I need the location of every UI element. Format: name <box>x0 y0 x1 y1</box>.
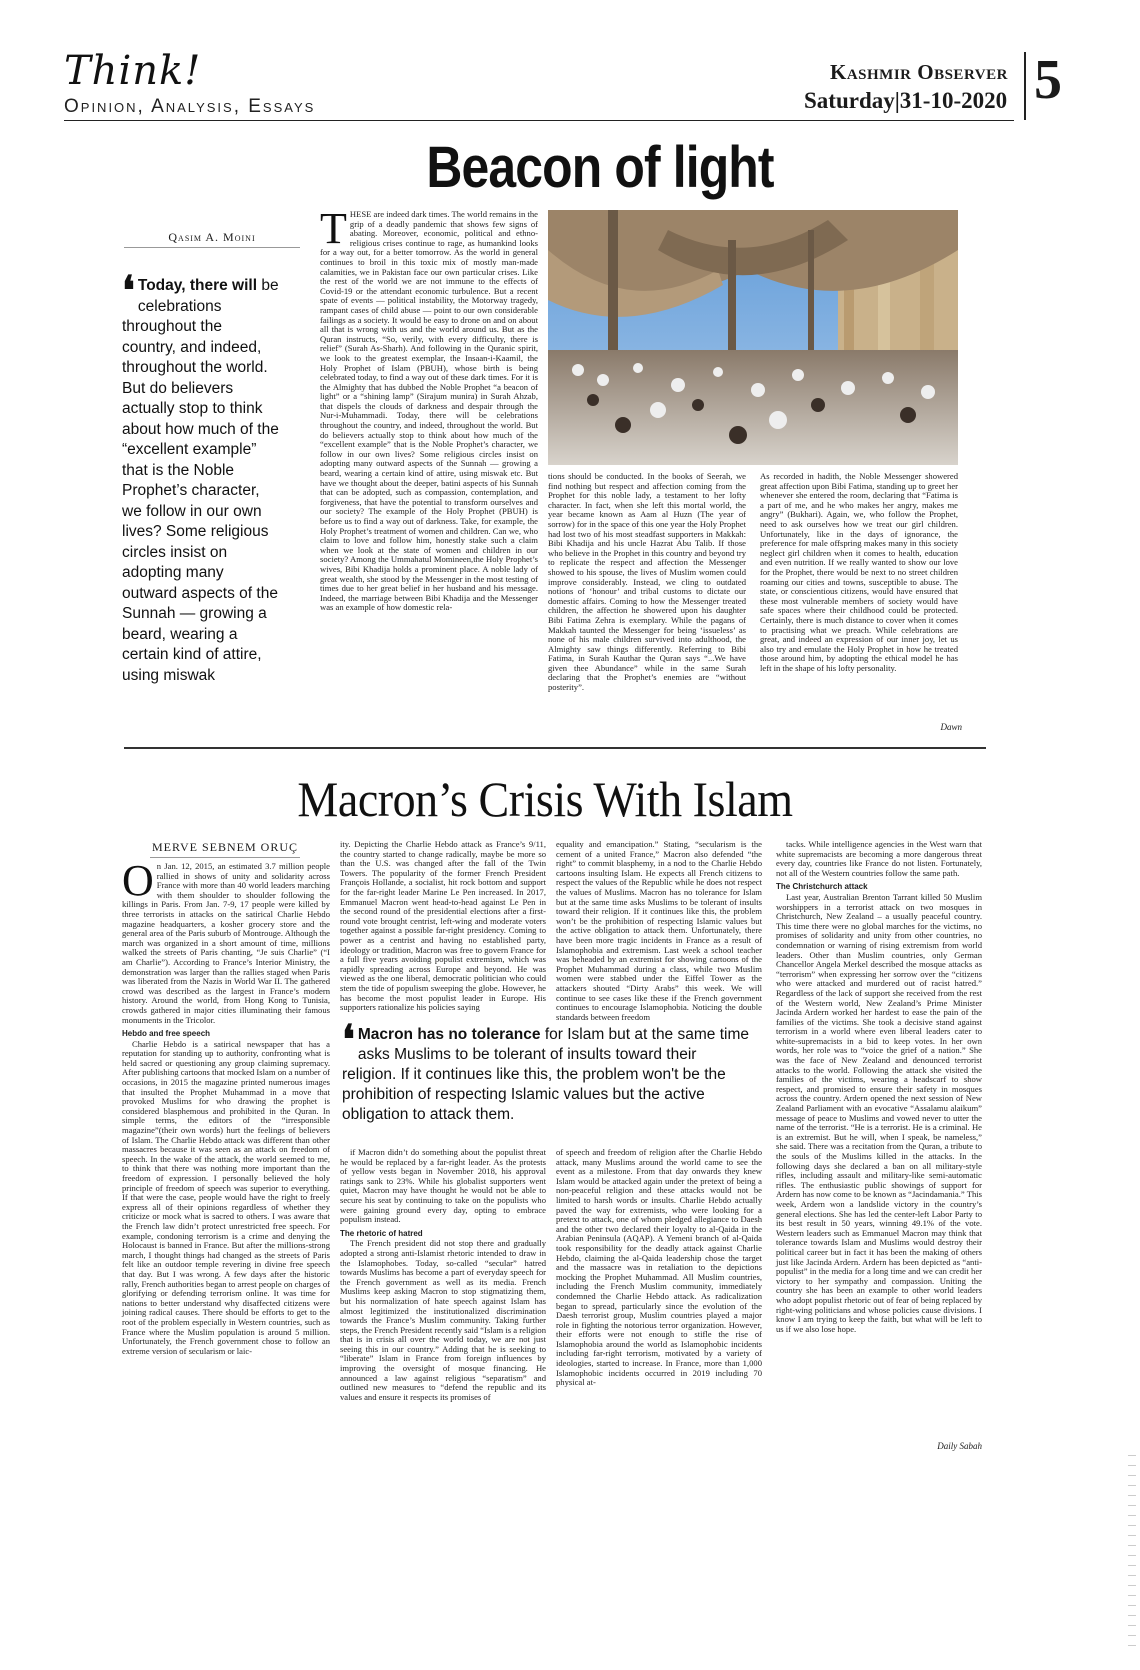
photo-image <box>548 210 958 465</box>
article2-column-1 <box>122 856 330 1356</box>
section-divider <box>124 747 986 749</box>
pullquote2-text: for Islam but at the same time asks Muslims to be tolerant of insults toward their religion. If it continues like this, the problem won't be the prohibition of respecting Islamic values but the active obligation to attack them. <box>342 1026 749 1123</box>
article2-pullquote <box>342 1016 754 1125</box>
article2-col1b-text: Charlie Hebdo is a satirical newspaper that has a reputation for standing up to authority, confronting what is held sacred or questioning any group claiming supremacy. After publishing cartoons that mocked Islam on a number of occasions, in 2015 the magazine printed numerous images that insulted the Prophet Muhammad in a move that provoked Muslims for who drawing the prophet is considered blasphemous and prohibited in the Quran. In simple terms, the editors of the “irresponsible magazine”(their own words) hurt the feelings of believers of Islam. The Charlie Hebdo attack was different than other massacres because it was seen as an attack on freedom of speech. In the wake of the attack, the world seemed to me, to think that there was nothing more important than the freedom of expression. I personally believed the holy principle of freedom of speech was superior to everything. If that were the case, people would have the right to freely express all of their opinions regardless of whether they criticize or mock what is sacred to others. I was aware that the French law didn’t protect unrestricted free speech. For example, condoning terrorism is a crime and denying the Holocaust is banned in France. But after the millions-strong march, I thought things had changed as the streets of Paris felt like an outdoor temple revering in divine free speech that day. But I was wrong. A few days after the historic rally, French authorities began to arrest people on charges of glorifying or defending terrorism online. It was time for nations to better understand why disaffected citizens were joining radical causes. There should be efforts to get to the root of the problem especially in Western countries, such as France where the Muslim population is around 5 million. Unfortunately, the French government chose to follow an extreme version of secularism or laic- <box>122 1038 330 1356</box>
article1-byline: Qasim A. Moini <box>124 230 300 248</box>
subhead-christchurch: The Christchurch attack <box>776 882 868 892</box>
header-rule <box>64 120 1014 121</box>
drop-cap: T <box>320 204 347 253</box>
pullquote-text: be celebrations throughout the country, and indeed, throughout the world. But do believers actually stop to think about how much of the “excellent example” that is the Noble Prophet’s character, we follow in our own lives? Some religious circles insist on adopting many outward aspects of the Sunnah — growing a beard, wearing a certain kind of attire, using miswak <box>122 277 279 684</box>
article2-col1-text: n Jan. 12, 2015, an estimated 3.7 million people rallied in shows of unity and solidarity across France with more than 40 world leaders marching with them shoulder to shoulder following the killings in Paris. From Jan. 7-9, 17 people were killed by three terrorists in attacks on the satirical Charlie Hebdo magazine headquarters, a kosher grocery store and the general area of the Paris suburb of Montrouge. Although the march was organized in a short amount of time, millions walked the streets of Paris chanting, “Je suis Charlie” (“I am Charlie”). According to France’s Interior Ministry, the demonstration was larger than the rallies staged when Paris was liberated from the Nazis in World War II. The gathered crowd was described as the largest in France’s modern history. Around the world, from Hong Kong to Tunisia, crowds gathered in major cities illuminating their famous monuments in the Tricolor. <box>122 861 330 1025</box>
article2-col2c-text: The French president did not stop there and gradually adopted a strong anti-Islamist rhetoric intended to draw in the Islamophobes. Today, so-called “secular” hatred towards Muslims has become a part of everyday speech for the French government as well as its media. French Muslims keep asking Macron to stop stigmatizing them, but his normalization of hate speech against Islam has almost legitimized the institutionalized discrimination towards the France’s Muslim community. Taking further steps, the French President recently said “Islam is a religion that is in crisis all over the world today, we are not just seeing this in our country.” Adding that he is seeking to “liberate” Islam in France from foreign influences by improving the oversight of mosque financing. He announced a law against religious “separatism” and outlined new measures to “defend the republic and its values and ensure it respects its promises of <box>340 1238 546 1402</box>
quote-mark-icon-2: ❛ <box>342 1016 355 1063</box>
article2-column-4 <box>776 840 982 1438</box>
article2-column-2-top: ity. Depicting the Charlie Hebdo attack as France’s 9/11, the country started to change radically, maybe be more so than the U.S. was changed after the fall of the Twin Towers. The popularity of the former French President François Hollande, a socialist, hit rock bottom and support for the far-right leader Marine Le Pen increased. In 2017, Emmanuel Macron went head-to-head against Le Pen in the second round of the presidential elections after a first-round vote brought centrist, left-wing and moderate voters together against a possible far-right presidency. Coming to power as a centrist and having no established party, ideology or tradition, Macron was free to govern France for a full five years avoiding populist extremism, which was rapidly spreading across Europe and beyond. He was viewed as the one liberal, democratic politician who could stem the tide of populism sweeping the globe. However, he has become the most populist leader in Europe. His supporters rationalize his policies saying <box>340 839 546 1013</box>
mosque-photo <box>548 210 958 465</box>
article1-headline: Beacon of light <box>426 135 774 200</box>
article2-headline: Macron’s Crisis With Islam <box>297 771 793 827</box>
article2-column-3-bottom: of speech and freedom of religion after the Charlie Hebdo attack, many Muslims around the world came to see the event as a milestone. From that day onwards they knew Islam would be attacked again under the pretext of being a non-peaceful religion and these attacks would not be limited to harsh words or insults. Charlie Hebdo actually paved the way for extremists, who were looking for a pretext to attack, one of whom pledged allegiance to Daesh and the other two declared their loyalty to al-Qaida in the Arabian Peninsula (AQAP). A Yemeni branch of al-Qaida took responsibility for the deadly attack against Charlie Hebdo, claiming the al-Qaida leadership chose the target and the massacre was in retaliation to the depictions mocking the Prophet Muhammad. All Muslim countries, including the French Muslim community, immediately condemned the Charlie Hebdo attack. As radicalization began to spread, particularly since the evolution of the Daesh terrorist group, Muslim countries played a major role in fighting the notorious terror organization. However, their efforts were not enough to stifle the rise of Islamophobia around the world as Islamophobic incidents including far-right terrorism, motivated by a variety of ideologies, started to increase. In France, more than 1,000 Islamophobic incidents occurred in 2019 including 70 physical at- <box>556 1147 762 1388</box>
subhead-rhetoric: The rhetoric of hatred <box>340 1228 423 1238</box>
article1-pullquote <box>122 267 280 686</box>
article1-column-2: tions should be conducted. In the books of Seerah, we find nothing but respect and affection coming from the Prophet for this noble lady, a testament to her lofty character. In fact, when she left this mortal world, the year became known as Aam al Huzn (The year of sorrow) for in the space of this one year the Holy Prophet had lost two of his most steadfast supporters in Makkah: Bibi Khadija and his uncle Hazrat Abu Talib. If those who believe in the Prophet in this country and beyond try to replicate the respect and affection the Messenger showed to his spouse, the lives of Muslim women could improve considerably. Instead, we cling to outdated notions of ‘honour’ and tribal customs to dictate our domestic affairs. Coming to how the Messenger treated children, the affection he showered upon his daughter Bibi Fatima Zehra is exemplary. While the pagans of Makkah taunted the Messenger for being ‘issueless’ as none of his male children survived into adulthood, the Almighty saw things differently. Referring to Bibi Fatima, in Surah Kauthar the Quran says “...We have given thee Abundance” while in the same Surah declaring that the Prophet’s enemies are “without posterity”. <box>548 471 746 693</box>
page-number: 5 <box>1024 52 1062 120</box>
article2-column-2-bottom <box>340 1148 546 1460</box>
article1-credit: Dawn <box>940 722 962 732</box>
issue-date: Saturday|31-10-2020 <box>804 88 1008 113</box>
section-title: Think! <box>64 48 202 94</box>
pullquote2-lead: Macron has no tolerance <box>357 1026 541 1043</box>
article2-byline: MERVE SEBNEM ORUÇ <box>150 840 300 858</box>
article2-credit: Daily Sabah <box>937 1441 982 1451</box>
article1-column-1 <box>320 204 538 732</box>
article2-col4b-text: Last year, Australian Brenton Tarrant killed 50 Muslim worshippers in a terrorist attack on two mosques in Christchurch, New Zealand – a usually peaceful country. This time there were no global marches for the victims, no promises of solidarity and unity from other countries, no condemnation or warning of rising extremism from world leaders. Other than Muslim countries, only German Chancellor Angela Merkel described the mosque attacks as “terrorism” when expressing her sorrow over the “citizens who were attacked and murdered out of racist hatred.” Regardless of the lack of support she received from the rest of the Western world, New Zealand’s Prime Minister Jacinda Ardern worked her hardest to ease the pain of the families of the victims. She took a decisive stand against terrorism in a world where even liberal leaders cater to white-supremacists in a bid to keep votes. In her own words, her role was to “voice the grief of a nation.” She was the face of New Zealand and denounced terrorist attacks to the world. Following the attack she visited the families of the victims, wearing a headscarf to show respect, and promised to ensure their safety in mosques across the country. Ardern opened the next session of New Zealand Parliament with an evocative “Assalamu alaikum” message of peace to Muslims and vowed never to utter the name of the terrorist. “He is a terrorist. He is a criminal. He is an extremist. But he will, when I speak, be nameless,” she said. There was a recitation from the Quran, a tribute to the souls of the Muslims killed in the attacks. In the following days she declared a ban on all military-style rifles, including assault and military-like semi-automatic rifles. The enthusiastic public showings of support for Ardern has now come to be known as “Jacindamania.” This week, Ardern won a landslide victory in the country’s general elections. She has led the center-left Labor Party to its best result in 50 years, winning 49.1% of the vote. Western leaders such as Emmanuel Macron may think that tolerance towards Islam and Muslims would destroy their political career but in fact it has been the making of others just like Jacinda Ardern. Ardern has been depicted as “anti-populist” in the media for a long time and we can credit her victory to her sympathy and compassion. Uniting the country she has been an example to other world leaders who adopt populist rhetoric out of fear of being replaced by right-wing politicians and whose policies cause divisions. I know I am trying to keep the faith, but what will be left to us if we also lose hope. <box>776 891 982 1334</box>
margin-marks <box>1128 1455 1136 1655</box>
subhead-hebdo: Hebdo and free speech <box>122 1029 211 1039</box>
article2-col2b-text: if Macron didn’t do something about the populist threat he would be replaced by a far-right leader. As the protests of yellow vests began in November 2018, his approval ratings sank to 23%. While his globalist supporters went quiet, Macron may have thought he would not be able to secure his seat by continuing to take on the populists who were gaining ground every day, opting to embrace populism instead. <box>340 1147 546 1225</box>
section-subtitle: Opinion, Analysis, Essays <box>64 96 316 117</box>
article1-column-3: As recorded in hadith, the Noble Messenger showered great affection upon Bibi Fatima, standing up to greet her whenever she entered the room, declaring that “Fatima is a part of me, and he who makes her angry, makes me angry” (Bukhari). Again, we, who follow the Prophet, need to ask ourselves how we treat our girl children. Unfortunately, like in the days of ignorance, the preference for male offspring makes many in this society neglect girl children when it comes to health, education and even nutrition. If we really wanted to show our love for the Prophet, there would be next to no street children roaming our cities and towns, susceptible to abuse. The state, or conscientious citizens, would have ensured that these most vulnerable members of society would have safe spaces where their childhood could be protected. Certainly, there is much distance to cover when it comes to practising what we preach. While celebrations are great, and indeed an expression of our inner joy, let us also try and emulate the Holy Prophet in how he treated those around him, by adopting the ethical model he has left in the shape of his lofty personality. <box>760 471 958 673</box>
newspaper-name: Kashmir Observer <box>830 60 1008 84</box>
article1-col1-text: HESE are indeed dark times. The world remains in the grip of a deadly pandemic that shows few signs of abating. Moreover, economic, political and ethno-religious crises continue to rage, as humankind looks for a way out, for a better tomorrow. As the world in general continues to broil in this toxic mix of mostly man-made calamities, we in Pakistan face our own particular crises. Like the rest of the world we are not immune to the effects of Covid-19 or the attendant economic turbulence. But a recent spate of events — political instability, the Motorway tragedy, rampant cases of child abuse — point to our own considerable failings as a society. It would be easy to drone on and on about all that is wrong with us and the world around us. But as the Quran instructs, “So, verily, with every difficulty, there is relief” (Surah As-Sharh). And following in the Quranic spirit, we look to the greatest exemplar, the Insaan-i-Kaamil, the Holy Prophet of Islam (PBUH), whose birth is being celebrated today, to find a way out of these dark times. For it is the Almighty that has dubbed the Noble Prophet “a beacon of light” or a “shining lamp” (Sirajum munira) in Surah Ahzab, that dispels the clouds of darkness and despair through the Nur-i-Muhammadi. Today, there will be celebrations throughout the country, and indeed, throughout the world. But do believers actually stop to think about how much of the “excellent example” that is the Noble Prophet’s character, we follow in our own lives? Some religious circles insist on adopting many outward aspects of the Sunnah — growing a beard, wearing a certain kind of attire, using miswak etc. But have we thought about the deeper, batini aspects of his Sunnah that can be adopted, such as compassion, contemplation, and forgiveness, that have the potential to transform ourselves and our society? The example of the Holy Prophet (PBUH) is before us to find a way out of darkness. Take, for example, the Holy Prophet’s treatment of women and children. Can we, who claim to love and follow him, honestly stake such a claim when we look at the state of women and children in our society? Among the Ummahatul Momineen,the Holy Prophet’s wives, Bibi Khadija holds a prominent place. A noble lady of great wealth, she stood by the Messenger in the most testing of times due to her great belief in her husband and his message. Indeed, the marriage between Bibi Khadija and the Messenger was an example of how domestic rela- <box>320 209 538 613</box>
quote-mark-icon: ❛ <box>122 267 135 314</box>
pullquote-lead: Today, there will <box>137 277 258 294</box>
article2-column-3-top: equality and emancipation.” Stating, “secularism is the cement of a united France,” Macron also defended “the right” to commit blasphemy, in a nod to the Charlie Hebdo cartoons insulting Islam. He expects all French citizens to respect the values of the Republic while he does not respect the values of Muslims. Macron has no tolerance for Islam but at the same time asks Muslims to be tolerant of insults toward their religion. If it continues like this, the problem won’t be the prohibition of respecting Islamic values but the active obligation to attack them. Unfortunately, there have been more tragic incidents in France as a result of Islamophobia and extremism. Last week a school teacher was beheaded by an extremist for showing cartoons of the Prophet Muhammad during a class, while two Muslim women were stabbed under the Eiffel Tower as the attackers shouted “Dirty Arabs” this week. We will continue to see cases like these if the French government continues to encourage Islamophobia. Noticing the double standards between freedom <box>556 839 762 1022</box>
drop-cap-2: O <box>122 856 154 905</box>
article2-col4-text: tacks. While intelligence agencies in the West warn that white supremacists are becoming a more dangerous threat every day, countries like France do not listen. Fortunately, not all of the Western countries follow the same path. <box>776 839 982 878</box>
